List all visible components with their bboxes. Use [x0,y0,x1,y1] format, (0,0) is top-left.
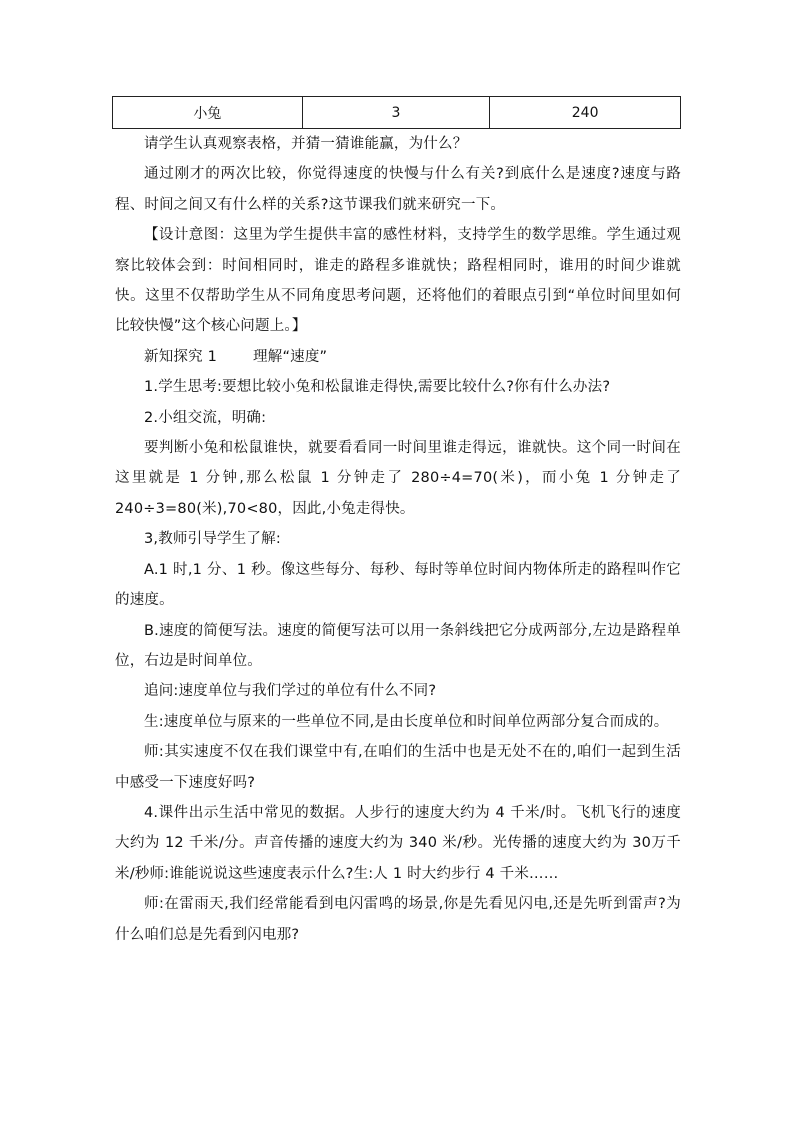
document-body [115,129,681,950]
paragraph-teacher-remark: 师:其实速度不仅在我们课堂中有,在咱们的生活中也是无处不在的,咱们一起到生活中感受一下速度好吗? [115,744,681,791]
table-row [113,97,681,129]
section-heading-label: 新知探究 1 [144,348,218,365]
paragraph-definition-a: A.1 时,1 分、1 秒。像这些每分、每秒、每时等单位时间内物体所走的路程叫作它的速度。 [115,561,681,609]
paragraph-student-answer: 生:速度单位与原来的一些单位不同,是由长度单位和时间单位两部分复合而成的。 [144,713,669,730]
paragraph-comparison-question: 通过刚才的两次比较，你觉得速度的快慢与什么有关?到底什么是速度?速度与路程、时间之间又有什么样的关系?这节课我们就来研究一下。 [115,166,681,213]
paragraph-definition-b: B.速度的简便写法。速度的简便写法可以用一条斜线把它分成两部分,左边是路程单位，右边是时间单位。 [115,622,681,669]
paragraph-prompt: 请学生认真观察表格，并猜一猜谁能赢，为什么？ [144,136,468,152]
table-cell-time: 3 [302,97,490,129]
paragraph-step-2: 2.小组交流，明确: [144,409,267,426]
section-heading [115,342,681,372]
paragraph-step-3: 3,教师引导学生了解: [144,531,281,548]
table-cell-distance: 240 [490,97,681,129]
paragraph-explanation: 要判断小兔和松鼠谁快，就要看看同一时间里谁走得远，谁就快。这个同一时间在这里就是 1 分钟,那么松鼠 1 分钟走了 280÷4=70(米)，而小兔 1 分钟走了 240÷3=80(米),70<80，因此,小兔走得快。 [115,440,681,517]
comparison-table [112,96,681,129]
paragraph-step-4: 4.课件出示生活中常见的数据。人步行的速度大约为 4 千米/时。飞机飞行的速度大约为 12 千米/分。声音传播的速度大约为 340 米/秒。光传播的速度大约为 30万千米/秒师:谁能说说这些速度表示什么?生:人 1 时大约步行 4 千米…… [115,804,681,882]
section-heading-title: 理解“速度” [253,348,328,365]
paragraph-design-intent: 【设计意图：这里为学生提供丰富的感性材料，支持学生的数学思维。学生通过观察比较体会到：时间相同时，谁走的路程多谁就快；路程相同时，谁用的时间少谁就快。这里不仅帮助学生从不同角度思考问题，还将他们的着眼点引到“单位时间里如何比较快慢”这个核心问题上。】 [115,227,681,335]
table-cell-name: 小兔 [113,97,303,129]
paragraph-thunder-question: 师:在雷雨天,我们经常能看到电闪雷鸣的场景,你是先看见闪电,还是先听到雷声?为什么咱们总是先看到闪电那? [115,896,681,943]
paragraph-follow-up: 追问:速度单位与我们学过的单位有什么不同? [144,683,437,700]
paragraph-step-1: 1.学生思考:要想比较小兔和松鼠谁走得快,需要比较什么?你有什么办法? [144,379,611,396]
